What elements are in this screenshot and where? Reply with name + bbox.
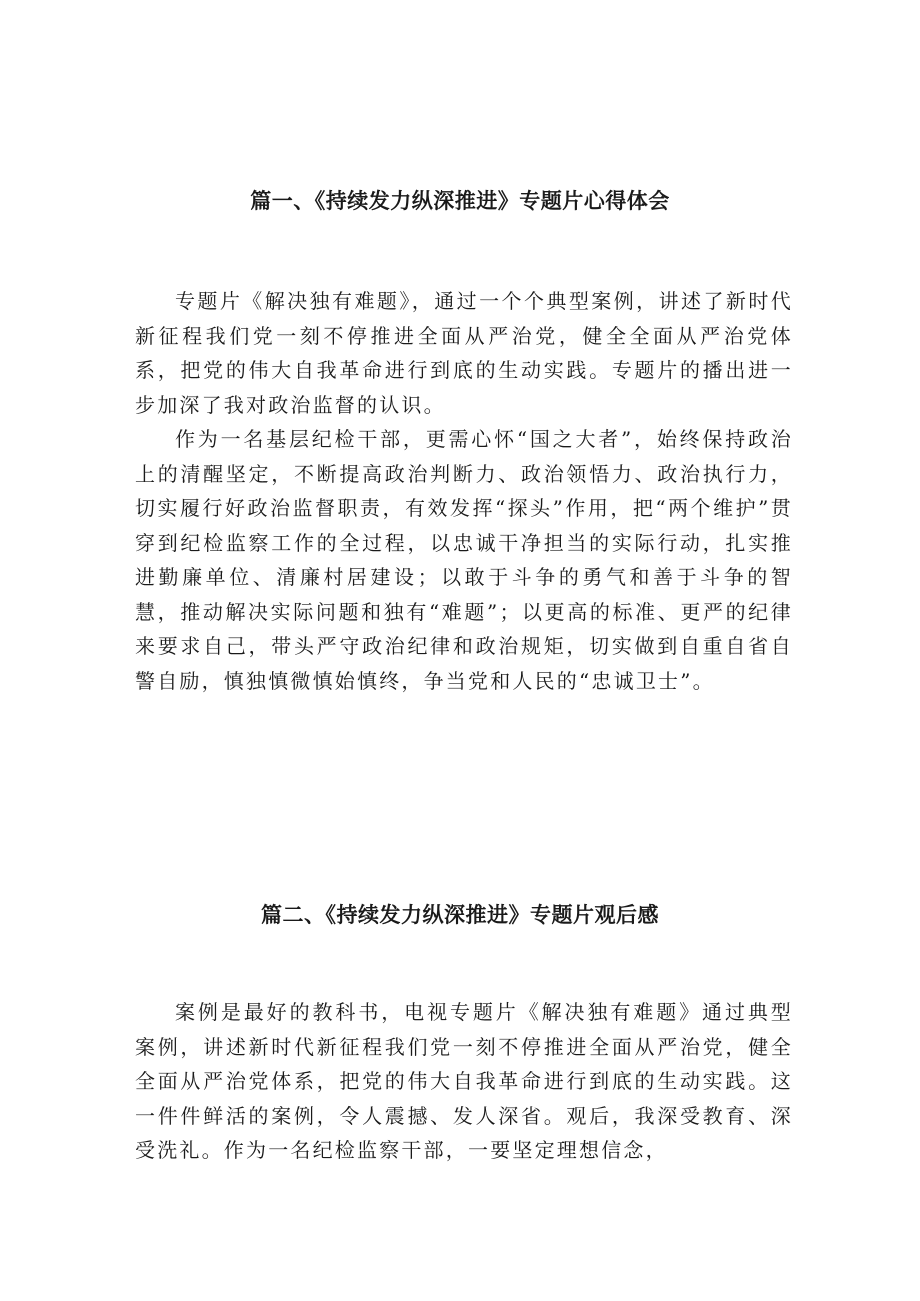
section-1-heading: 篇一、《持续发力纵深推进》专题片心得体会 [250,189,670,213]
section-1-paragraph-2: 作为一名基层纪检干部，更需心怀“国之大者”，始终保持政治上的清醒坚定，不断提高政治判断力、政治领悟力、政治执行力，切实履行好政治监督职责，有效发挥“探头”作用，把“两个维护”贯穿到纪检监察工作的全过程，以忠诚干净担当的实际行动，扎实推进勤廉单位、清廉村居建设；以敢于斗争的勇气和善于斗争的智慧，推动解决实际问题和独有“难题”；以更高的标准、更严的纪律来要求自己，带头严守政治纪律和政治规矩，切实做到自重自省自警自励，慎独慎微慎始慎终，争当党和人民的“忠诚卫士”。 [135,427,793,693]
section-1-paragraph-1: 专题片《解决独有难题》，通过一个个典型案例，讲述了新时代新征程我们党一刻不停推进全面从严治党，健全全面从严治党体系，把党的伟大自我革命进行到底的生动实践。专题片的播出进一步加深了我对政治监督的认识。 [135,289,793,417]
section-2-paragraph-1: 案例是最好的教科书，电视专题片《解决独有难题》通过典型案例，讲述新时代新征程我们党一刻不停推进全面从严治党，健全全面从严治党体系，把党的伟大自我革命进行到底的生动实践。这一件件鲜活的案例，令人震撼、发人深省。观后，我深受教育、深受洗礼。作为一名纪检监察干部，一要坚定理想信念， [135,1000,793,1162]
section-1-body [135,284,793,698]
section-2-heading: 篇二、《持续发力纵深推进》专题片观后感 [261,903,659,927]
section-2-body [135,995,793,1168]
